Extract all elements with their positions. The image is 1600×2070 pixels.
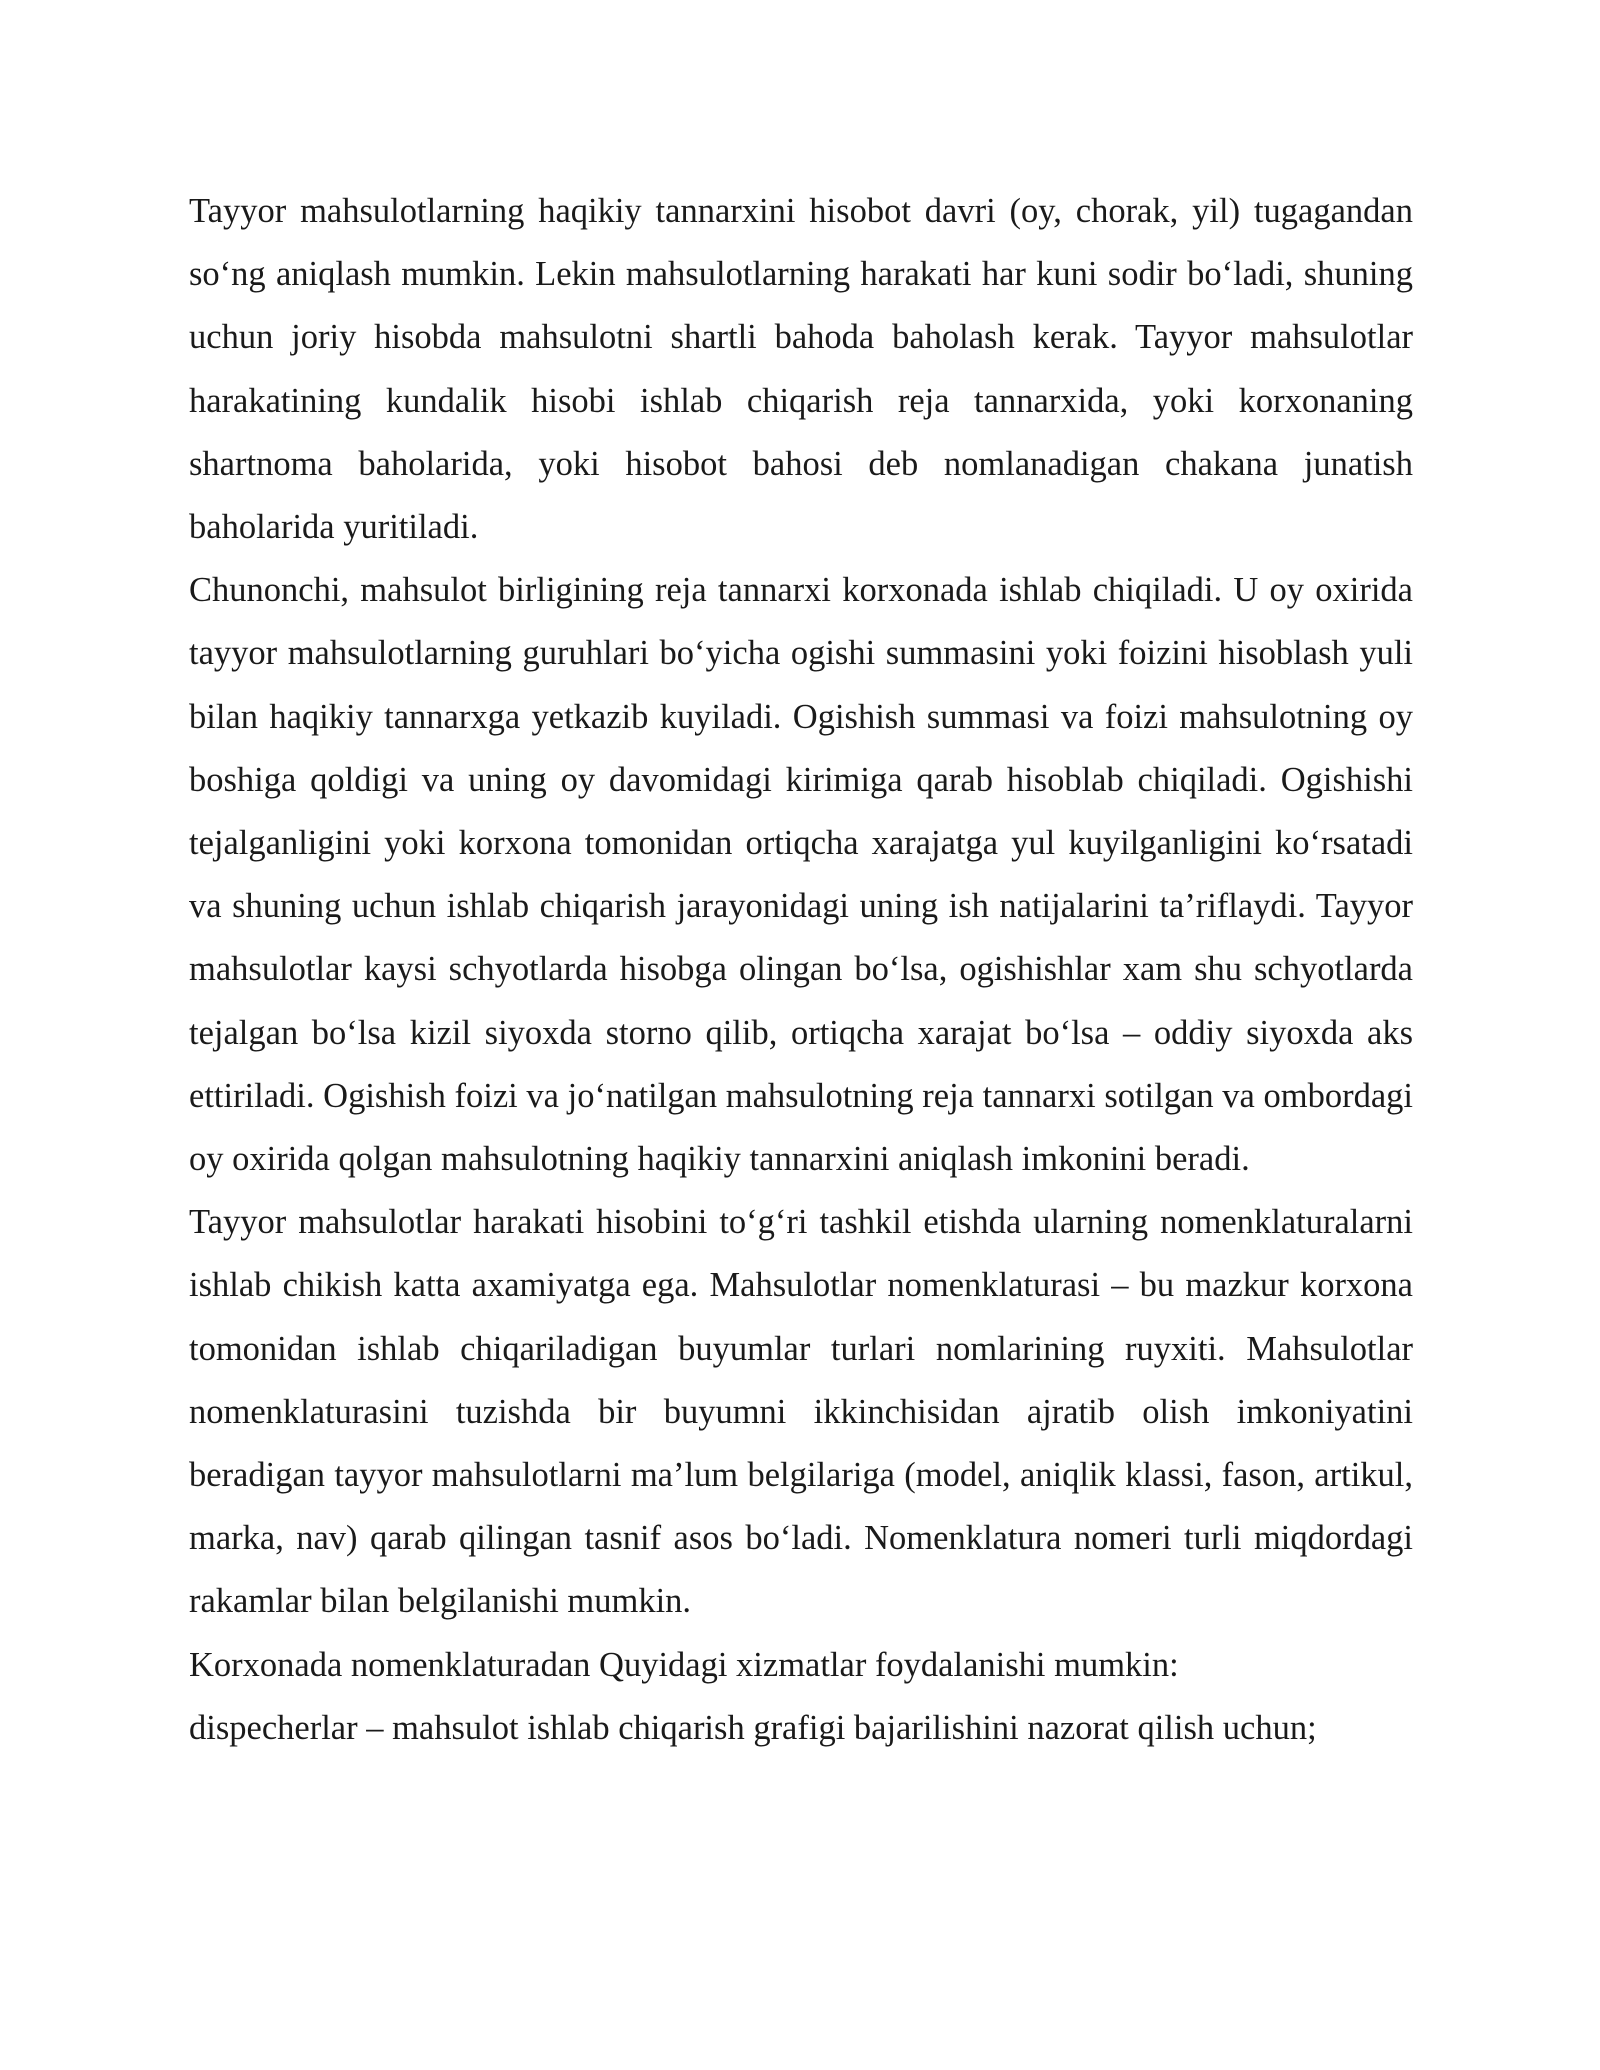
paragraph-product-nomenclature: Tayyor mahsulotlar harakati hisobini to‘g‘ri tashkil etishda ularning nomenklaturalarni ishlab chikish katta axamiyatga ega. Mahsulotlar nomenklaturasi – bu mazkur korxona tomonidan ishlab chiqariladigan buyumlar turlari nomlarining ruyxiti. Mahsulotlar nomenklaturasini tuzishda bir buyumni ikkinchisidan ajratib olish imkoniyatini beradigan tayyor mahsulotlarni ma’lum belgilariga (model, aniqlik klassi, fason, artikul, marka, nav) qarab qilingan tasnif asos bo‘ladi. Nomenklatura nomeri turli miqdordagi rakamlar bilan belgilanishi mumkin. — [189, 1203, 1413, 1621]
paragraph-planned-cost-deviation: Chunonchi, mahsulot birligining reja tannarxi korxonada ishlab chiqiladi. U oy oxirida tayyor mahsulotlarning guruhlari bo‘yicha ogishi summasini yoki foizini hisoblash yuli bilan haqikiy tannarxga yetkazib kuyiladi. Ogishish summasi va foizi mahsulotning oy boshiga qoldigi va uning oy davomidagi kirimiga qarab hisoblab chiqiladi. Ogishishi tejalganligini yoki korxona tomonidan ortiqcha xarajatga yul kuyilganligini ko‘rsatadi va shuning uchun ishlab chiqarish jarayonidagi uning ish natijalarini ta’riflaydi. Tayyor mahsulotlar kaysi schyotlarda hisobga olingan bo‘lsa, ogishishlar xam shu schyotlarda tejalgan bo‘lsa kizil siyoxda storno qilib, ortiqcha xarajat bo‘lsa – oddiy siyoxda aks ettiriladi. Ogishish foizi va jo‘natilgan mahsulotning reja tannarxi sotilgan va ombordagi oy oxirida qolgan mahsulotning haqikiy tannarxini aniqlash imkonini beradi. — [189, 571, 1413, 1179]
paragraph-dispatchers: dispecherlar – mahsulot ishlab chiqarish grafigi bajarilishini nazorat qilish uchun; — [189, 1708, 1317, 1747]
paragraph-nomenclature-users: Korxonada nomenklaturadan Quyidagi xizmatlar foydalanishi mumkin: — [189, 1645, 1179, 1684]
document-body — [189, 180, 1413, 1760]
paragraph-finished-goods-cost: Tayyor mahsulotlarning haqikiy tannarxini hisobot davri (oy, chorak, yil) tugagandan so‘ng aniqlash mumkin. Lekin mahsulotlarning harakati har kuni sodir bo‘ladi, shuning uchun joriy hisobda mahsulotni shartli bahoda baholash kerak. Tayyor mahsulotlar harakatining kundalik hisobi ishlab chiqarish reja tannarxida, yoki korxonaning shartnoma baholarida, yoki hisobot bahosi deb nomlanadigan chakana junatish baholarida yuritiladi. — [189, 192, 1413, 547]
